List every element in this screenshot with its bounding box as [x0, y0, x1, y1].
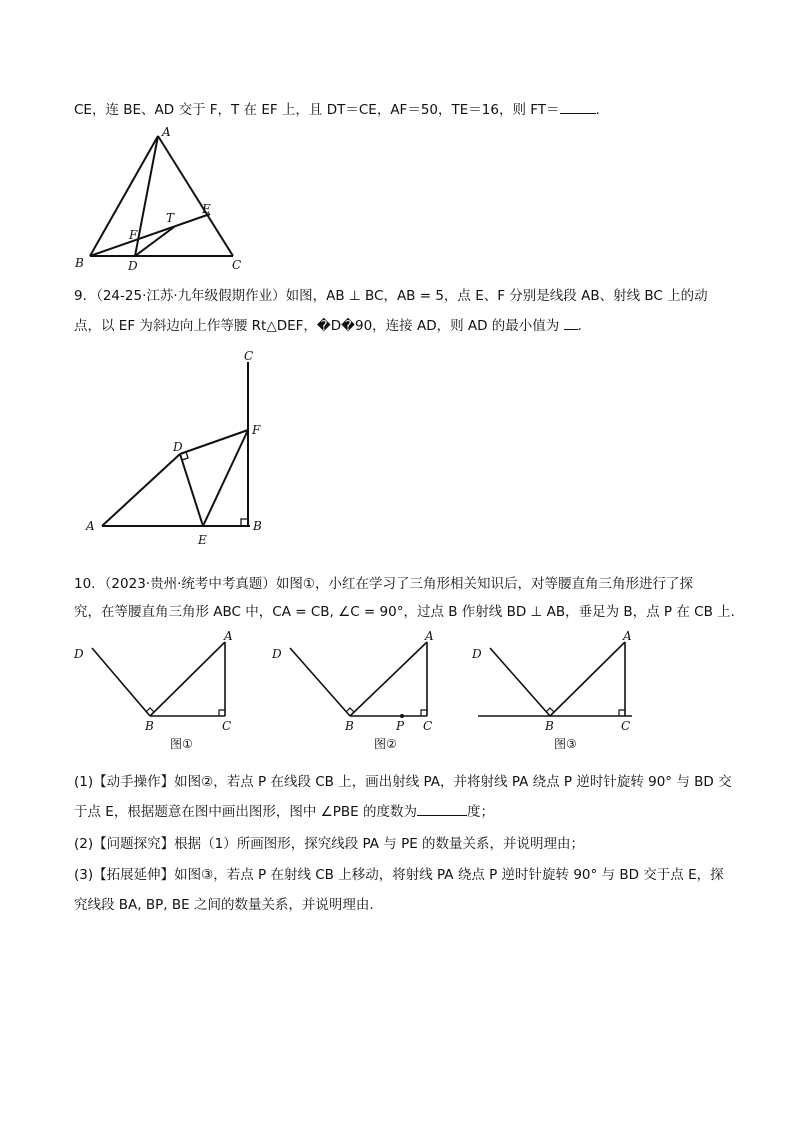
q10-fig1-label-B: B: [145, 719, 154, 733]
q8-label-B: B: [75, 256, 84, 270]
q10-fig1-label-C: C: [222, 719, 232, 733]
q10-part2-line-1: (2)【问题探究】根据（1）所画图形，探究线段 PA 与 PE 的数量关系，并说明理由；: [74, 836, 585, 852]
q10-fig3-label-C: C: [621, 719, 631, 733]
q10-fig3-label-D: D: [472, 647, 482, 661]
q9-line2-text: 点，以 EF 为斜边向上作等腰 Rt△DEF，�D�90，连接 AD，则 AD 的最小值为: [74, 318, 560, 334]
q9-answer-blank: [564, 329, 578, 330]
q10-fig2-label-C: C: [423, 719, 433, 733]
q10-fig1-caption: 图①: [170, 737, 193, 751]
q9-label-E: E: [198, 533, 207, 547]
q10-figure-2: [270, 628, 450, 752]
q8-line1-text: CE，连 BE、AD 交于 F，T 在 EF 上，且 DT＝CE，AF＝50，TE＝16，则 FT＝: [74, 102, 560, 118]
q9-label-C: C: [244, 350, 254, 363]
q8-label-E: E: [202, 202, 211, 216]
q10-fig1-label-A: A: [224, 629, 233, 643]
q9-label-D: D: [173, 440, 183, 454]
q10-fig2-label-A: A: [425, 629, 434, 643]
q10-fig1-label-D: D: [74, 647, 84, 661]
q9-label-F: F: [252, 423, 261, 437]
q10-text-line-2: 究，在等腰直角三角形 ABC 中，CA = CB, ∠C = 90°，过点 B 作射线 BD ⊥ AB，垂足为 B，点 P 在 CB 上．: [74, 604, 745, 620]
q8-label-A: A: [162, 125, 171, 139]
q9-text-line-1: 9．（24-25·江苏·九年级假期作业）如图，AB ⊥ BC，AB = 5，点 E、F 分别是线段 AB、射线 BC 上的动: [74, 288, 708, 304]
q9-text-line-2: [74, 316, 582, 336]
q8-label-T: T: [166, 211, 175, 225]
q10-fig2-label-D: D: [272, 647, 282, 661]
q10-fig2-caption: 图②: [374, 737, 397, 751]
q8-label-D: D: [128, 259, 138, 272]
q8-text-line-1: [74, 100, 600, 120]
q10-fig3-caption: 图③: [554, 737, 577, 751]
q10-fig2-point-P: [400, 714, 404, 718]
q8-line1-end: .: [595, 102, 600, 118]
q10-part1-answer-blank: [417, 815, 467, 816]
q10-fig2-label-P: P: [396, 719, 405, 733]
q9-line2-end: .: [577, 318, 582, 334]
q10-part1-line-2: [74, 802, 494, 822]
q10-fig3-label-B: B: [545, 719, 554, 733]
q8-label-C: C: [232, 258, 242, 272]
q10-fig3-label-A: A: [623, 629, 632, 643]
q8-triangle-figure: [70, 122, 260, 272]
q8-answer-blank: [560, 113, 596, 114]
q10-text-line-1: 10．（2023·贵州·统考中考真题）如图①，小红在学习了三角形相关知识后，对等腰直角三角形进行了探: [74, 576, 693, 592]
q10-part1-line-1: (1)【动手操作】如图②，若点 P 在线段 CB 上，画出射线 PA，并将射线 PA 绕点 P 逆时针旋转 90° 与 BD 交: [74, 774, 732, 790]
q9-figure: [80, 350, 280, 550]
q10-part3-line-2: 究线段 BA, BP, BE 之间的数量关系，并说明理由.: [74, 897, 374, 913]
q9-label-A: A: [86, 519, 95, 533]
q10-figure-3: [470, 628, 650, 752]
q10-fig2-label-B: B: [345, 719, 354, 733]
q10-part1-line2-end: 度；: [466, 804, 494, 820]
q9-label-B: B: [253, 519, 262, 533]
q10-part3-line-1: (3)【拓展延伸】如图③，若点 P 在射线 CB 上移动，将射线 PA 绕点 P 逆时针旋转 90° 与 BD 交于点 E，探: [74, 867, 724, 883]
q10-figure-1: [70, 628, 250, 752]
q10-part1-line2-text: 于点 E，根据题意在图中画出图形，图中 ∠PBE 的度数为: [74, 804, 417, 820]
q8-label-F: F: [129, 228, 138, 242]
